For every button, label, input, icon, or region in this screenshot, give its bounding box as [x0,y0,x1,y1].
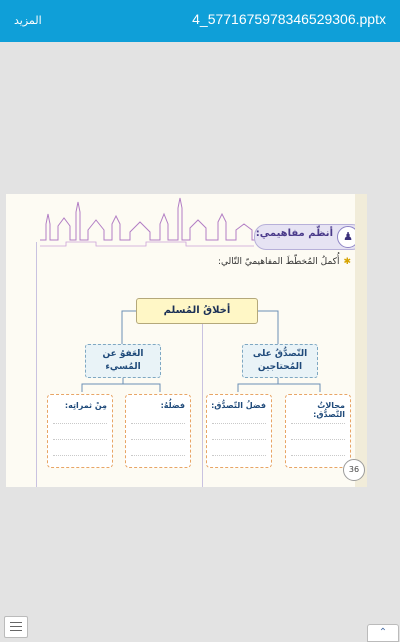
main-concept-box: أخلاقُ المُسلم [136,298,258,324]
leaf-box-3[interactable] [125,394,191,468]
list-icon-line [10,622,22,623]
answer-line [53,455,107,456]
more-button[interactable]: المزيد [14,14,42,27]
answer-line [291,423,345,424]
answer-line [291,455,345,456]
answer-line [53,423,107,424]
slides-list-button[interactable] [4,616,28,638]
answer-line [212,455,266,456]
branch-left-box: العَفوُ عن المُسيء [85,344,161,378]
file-title: 4_5771675978346529306.pptx [192,11,386,27]
page-edge-strip [355,194,367,487]
answer-line [291,439,345,440]
answer-line [131,439,185,440]
leaf-label-3: فضلُهُ: [160,401,185,410]
expand-up-button[interactable] [367,624,399,642]
star-icon: ✱ [343,257,351,267]
answer-line [212,423,266,424]
branch-right-box: التّصدُّقُ على المُحتاجين [242,344,318,378]
answer-line [53,439,107,440]
section-heading-text: أنظّم مفاهيمي: [255,228,333,239]
page-number-badge: 36 [343,459,365,481]
list-icon-line [10,626,22,627]
instruction-label: أُكملُ المُخطّطَ المفاهيميّ التّالي: [218,257,340,267]
leaf-label-1: مجالاتُ التّصدُّق: [313,401,345,419]
leaf-box-4[interactable] [47,394,113,468]
leaf-label-2: فضلُ التّصدُّق: [211,401,266,410]
list-icon-line [10,630,22,631]
answer-line [131,423,185,424]
chevron-up-icon: ⌃ [378,627,388,638]
answer-line [212,439,266,440]
top-app-bar [0,0,400,42]
slide-preview[interactable] [6,194,367,487]
slide-page [6,194,367,487]
leaf-label-4: مِنْ ثمراتِه: [64,401,107,410]
answer-line [131,455,185,456]
people-icon: ♟ [337,226,359,248]
leaf-box-1[interactable] [285,394,351,468]
leaf-box-2[interactable] [206,394,272,468]
